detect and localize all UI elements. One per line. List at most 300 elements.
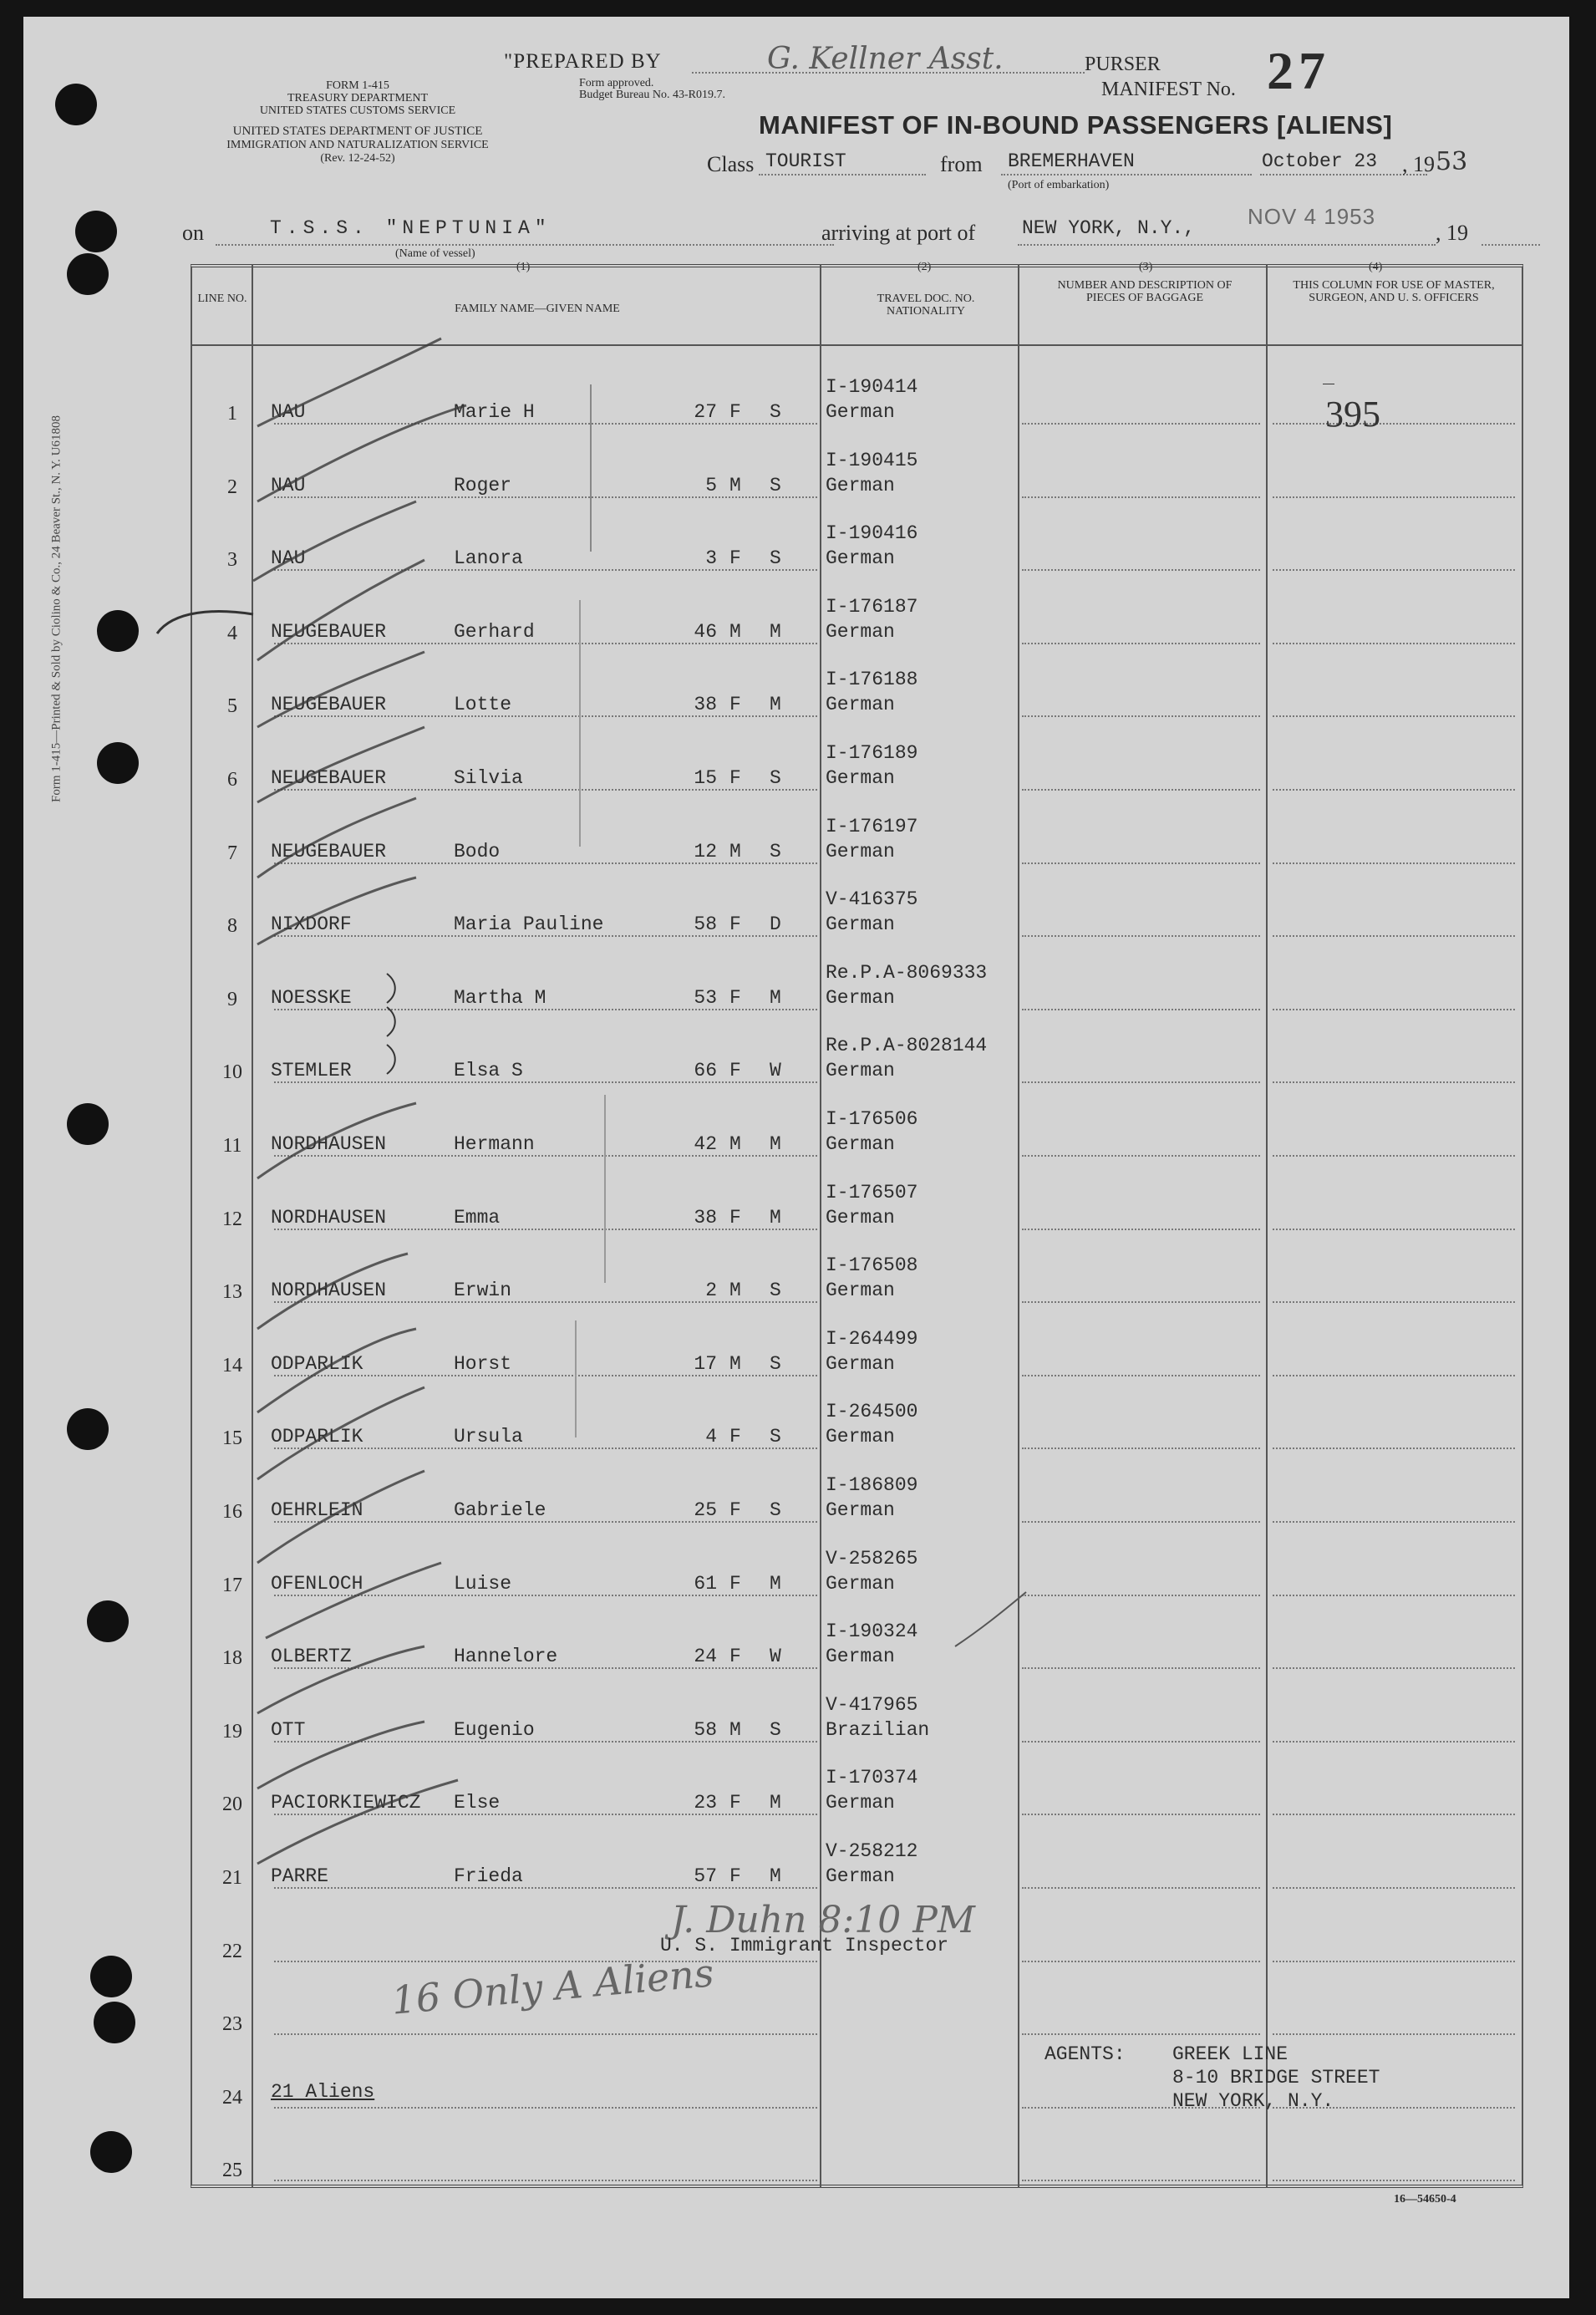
travel-doc-number: Re.P.A-8028144 (826, 1035, 988, 1057)
travel-doc-number: I-176187 (826, 595, 918, 618)
row-baggage-line (1022, 643, 1260, 644)
family-name: OFENLOCH (271, 1572, 363, 1595)
budget-bureau: Budget Bureau No. 43-R019.7. (579, 89, 725, 101)
sex: F (729, 1499, 741, 1521)
given-name: Elsa S (454, 1060, 523, 1082)
sex: F (729, 694, 741, 716)
row-name-line (274, 2180, 817, 2181)
given-name: Erwin (454, 1280, 512, 1302)
column-marker-3: (3) (1139, 261, 1153, 273)
travel-doc-number: I-176507 (826, 1181, 918, 1203)
given-name: Gerhard (454, 620, 535, 643)
sex: M (729, 474, 741, 496)
travel-doc-number: I-264500 (826, 1401, 918, 1423)
sex: F (729, 1426, 741, 1448)
given-name: Eugenio (454, 1718, 535, 1741)
vessel-caption: (Name of vessel) (395, 247, 475, 260)
row-officer-line (1273, 1081, 1515, 1083)
family-name: OEHRLEIN (271, 1499, 363, 1521)
row-name-line (274, 2033, 817, 2035)
punch-hole (97, 742, 139, 784)
footer-code: 16—54650-4 (1394, 2193, 1456, 2206)
row-baggage-line (1022, 1814, 1260, 1815)
row-name-line (274, 1961, 817, 1962)
agents-label: AGENTS: (1045, 2043, 1126, 2065)
agent-line-3: NEW YORK, N.Y. (1172, 2090, 1334, 2112)
line-number: 24 (222, 2086, 242, 2109)
row-baggage-line (1022, 1155, 1260, 1157)
handwritten-check-marks (191, 334, 525, 1889)
doc-check-mark (951, 1588, 1034, 1655)
travel-doc-number: I-190416 (826, 522, 918, 545)
travel-doc-number: Re.P.A-8069333 (826, 961, 988, 984)
marital-status: M (770, 694, 781, 716)
row-baggage-line (1022, 1741, 1260, 1743)
marital-status: S (770, 474, 781, 496)
age: 17 (694, 1352, 717, 1375)
column-marker-1: (1) (516, 261, 531, 273)
line-number: 15 (222, 1427, 242, 1450)
age: 2 (705, 1280, 717, 1302)
row-baggage-line (1022, 569, 1260, 571)
family-name: PACIORKIEWICZ (271, 1792, 421, 1814)
travel-doc-number: I-176189 (826, 742, 918, 764)
family-name: OLBERTZ (271, 1646, 352, 1668)
marital-status: S (770, 1499, 781, 1521)
on-label: on (182, 221, 204, 245)
nationality: German (826, 1280, 895, 1302)
age: 38 (694, 694, 717, 716)
line-number: 2 (227, 476, 237, 498)
sex: F (729, 986, 741, 1009)
age: 42 (694, 1133, 717, 1155)
row-officer-line (1273, 1521, 1515, 1523)
line-number: 17 (222, 1574, 242, 1596)
nationality: German (826, 1865, 895, 1887)
nationality: German (826, 547, 895, 570)
row-officer-line (1273, 1667, 1515, 1669)
row-officer-line (1273, 1229, 1515, 1230)
marital-status: S (770, 767, 781, 789)
sex: F (729, 401, 741, 423)
row-baggage-line (1022, 935, 1260, 937)
prepared-by-signature: G. Kellner Asst. (767, 42, 1004, 76)
sex: F (729, 767, 741, 789)
family-name: NAU (271, 547, 306, 570)
travel-doc-number: I-176506 (826, 1108, 918, 1130)
row-baggage-line (1022, 1081, 1260, 1083)
from-label: from (940, 152, 983, 176)
given-name: Frieda (454, 1865, 523, 1887)
prepared-by-label: "PREPARED BY (504, 50, 662, 73)
family-name: NIXDORF (271, 913, 352, 936)
family-name: NEUGEBAUER (271, 694, 387, 716)
class-value: TOURIST (765, 150, 846, 172)
nationality: German (826, 913, 895, 936)
travel-doc-number: V-416375 (826, 888, 918, 911)
travel-doc-number: I-170374 (826, 1767, 918, 1789)
group-bracket-mark (575, 1320, 577, 1437)
row-baggage-line (1022, 2033, 1260, 2035)
row-officer-line (1273, 789, 1515, 791)
departure-date: October 23 (1262, 150, 1378, 172)
marital-status: S (770, 1718, 781, 1741)
age: 25 (694, 1499, 717, 1521)
age: 27 (694, 401, 717, 423)
nationality: German (826, 1206, 895, 1229)
row-baggage-line (1022, 789, 1260, 791)
inspector-label: U. S. Immigrant Inspector (660, 1935, 949, 1956)
department-of-justice: UNITED STATES DEPARTMENT OF JUSTICE (232, 125, 483, 138)
sex: M (729, 620, 741, 643)
family-name: STEMLER (271, 1060, 352, 1082)
given-name: Hannelore (454, 1646, 558, 1668)
line-number: 20 (222, 1793, 242, 1816)
row-officer-line (1273, 2180, 1515, 2181)
officer-count: 395 (1325, 394, 1380, 435)
line-number: 21 (222, 1867, 242, 1889)
age: 58 (694, 913, 717, 936)
marital-status: M (770, 1572, 781, 1595)
line-number: 8 (227, 915, 237, 938)
travel-doc-number: I-186809 (826, 1474, 918, 1496)
row-baggage-line (1022, 1595, 1260, 1596)
punch-hole (67, 1103, 109, 1145)
marital-status: W (770, 1646, 781, 1668)
sex: M (729, 1280, 741, 1302)
row-officer-line (1273, 569, 1515, 571)
punch-hole (97, 610, 139, 652)
sex: F (729, 1206, 741, 1229)
column-marker-2: (2) (917, 261, 932, 273)
year-prefix: , 19 (1402, 152, 1435, 176)
travel-doc-number: V-258212 (826, 1840, 918, 1862)
family-name: NEUGEBAUER (271, 840, 387, 862)
nationality: German (826, 1792, 895, 1814)
family-name: NORDHAUSEN (271, 1206, 387, 1229)
row-baggage-line (1022, 862, 1260, 864)
arrival-date-stamp: NOV 4 1953 (1248, 204, 1376, 229)
travel-doc-number: I-190415 (826, 449, 918, 471)
year-suffix: , 19 (1436, 221, 1468, 245)
sex: F (729, 547, 741, 570)
header-line-no: LINE NO. (197, 293, 247, 305)
given-name: Martha M (454, 986, 546, 1009)
nationality: German (826, 474, 895, 496)
marital-status: M (770, 1865, 781, 1887)
travel-doc-number: I-176508 (826, 1254, 918, 1277)
marital-status: D (770, 913, 781, 936)
given-name: Lanora (454, 547, 523, 570)
sex: M (729, 1718, 741, 1741)
nationality: German (826, 1572, 895, 1595)
group-bracket-mark (590, 384, 592, 552)
line-number: 13 (222, 1281, 242, 1304)
marital-status: M (770, 986, 781, 1009)
age: 38 (694, 1206, 717, 1229)
form-number: FORM 1-415 (326, 79, 389, 92)
manifest-title: MANIFEST OF IN-BOUND PASSENGERS [ALIENS] (759, 110, 1393, 140)
age: 46 (694, 620, 717, 643)
line-number: 3 (227, 549, 237, 572)
punch-hole (90, 2131, 132, 2173)
travel-doc-number: I-190414 (826, 376, 918, 398)
row-officer-line (1273, 1155, 1515, 1157)
row-officer-line (1273, 1961, 1515, 1962)
family-name: NORDHAUSEN (271, 1280, 387, 1302)
sex: F (729, 1865, 741, 1887)
age: 57 (694, 1865, 717, 1887)
row-baggage-line (1022, 496, 1260, 498)
line-number: 14 (222, 1354, 242, 1376)
year-suffix-line (1482, 244, 1540, 246)
marital-status: M (770, 1133, 781, 1155)
given-name: Luise (454, 1572, 512, 1595)
age: 61 (694, 1572, 717, 1595)
row-officer-line (1273, 643, 1515, 644)
marital-status: M (770, 620, 781, 643)
column-marker-4: (4) (1369, 261, 1383, 273)
handwritten-count-note: 16 Only A Aliens (389, 1950, 716, 2023)
travel-doc-number: I-176197 (826, 815, 918, 837)
line-number: 12 (222, 1208, 242, 1230)
manifest-no-label: MANIFEST No. (1101, 79, 1236, 100)
family-name: NEUGEBAUER (271, 767, 387, 789)
nationality: German (826, 1060, 895, 1082)
arrival-line (1018, 244, 1436, 246)
row-baggage-line (1022, 1301, 1260, 1303)
row-officer-line (1273, 935, 1515, 937)
age: 3 (705, 547, 717, 570)
given-name: Emma (454, 1206, 501, 1229)
age: 53 (694, 986, 717, 1009)
line-number: 6 (227, 769, 237, 791)
given-name: Bodo (454, 840, 501, 862)
margin-arrow-mark (149, 602, 257, 635)
sex: F (729, 1572, 741, 1595)
immigration-service: IMMIGRATION AND NATURALIZATION SERVICE (226, 139, 489, 151)
inspector-signature: J. Duhn 8:10 PM (671, 1899, 975, 1941)
row-baggage-line (1022, 423, 1260, 425)
nationality: German (826, 767, 895, 789)
divider-baggage (1266, 264, 1268, 2188)
nationality: German (826, 1499, 895, 1521)
travel-doc-number: V-258265 (826, 1547, 918, 1570)
line-number: 18 (222, 1647, 242, 1670)
purser-label: PURSER (1085, 53, 1161, 75)
family-name: ODPARLIK (271, 1352, 363, 1375)
row-baggage-line (1022, 1229, 1260, 1230)
row-baggage-line (1022, 1009, 1260, 1010)
row-officer-line (1273, 1301, 1515, 1303)
form-approved: Form approved. (579, 77, 654, 89)
marital-status: S (770, 401, 781, 423)
travel-doc-number: I-190324 (826, 1620, 918, 1643)
agent-line-2: 8-10 BRIDGE STREET (1172, 2067, 1380, 2089)
total-aliens: 21 Aliens (271, 2081, 375, 2103)
family-name: NOESSKE (271, 986, 352, 1009)
family-name: ODPARLIK (271, 1426, 363, 1448)
header-baggage: NUMBER AND DESCRIPTION OF PIECES OF BAGGAGE (1057, 279, 1233, 304)
punch-hole (87, 1600, 129, 1642)
row-officer-line (1273, 1814, 1515, 1815)
row-officer-line (1273, 496, 1515, 498)
age: 23 (694, 1792, 717, 1814)
agent-line-1: GREEK LINE (1172, 2043, 1288, 2065)
age: 15 (694, 767, 717, 789)
marital-status: S (770, 840, 781, 862)
given-name: Horst (454, 1352, 512, 1375)
vessel-line (216, 244, 834, 246)
from-line (1001, 174, 1252, 176)
punch-hole (94, 2002, 135, 2043)
family-name: NAU (271, 401, 306, 423)
nationality: German (826, 1352, 895, 1375)
row-officer-line (1273, 862, 1515, 864)
printer-side-text: Form 1-415—Printed & Sold by Ciolino & Co., 24 Beaver St., N. Y. U61808 (49, 415, 64, 802)
header-travel-doc: TRAVEL DOC. NO. NATIONALITY (877, 293, 975, 318)
age: 5 (705, 474, 717, 496)
travel-doc-number: I-176188 (826, 669, 918, 691)
from-value: BREMERHAVEN (1008, 150, 1135, 172)
row-baggage-line (1022, 1521, 1260, 1523)
header-name: FAMILY NAME—GIVEN NAME (455, 303, 620, 315)
family-name: NORDHAUSEN (271, 1133, 387, 1155)
treasury-department: TREASURY DEPARTMENT (287, 92, 429, 104)
nationality: German (826, 401, 895, 423)
given-name: Else (454, 1792, 501, 1814)
revision-date: (Rev. 12-24-52) (320, 152, 395, 165)
group-bracket-mark (604, 1095, 606, 1283)
given-name: Gabriele (454, 1499, 546, 1521)
row-officer-line (1273, 1009, 1515, 1010)
marital-status: S (770, 547, 781, 570)
sex: M (729, 1133, 741, 1155)
line-number: 16 (222, 1501, 242, 1523)
bracket-noesske-stemler (383, 969, 408, 1095)
row-officer-line (1273, 1741, 1515, 1743)
row-officer-line (1273, 423, 1515, 425)
marital-status: M (770, 1206, 781, 1229)
row-officer-line (1273, 1375, 1515, 1376)
given-name: Lotte (454, 694, 512, 716)
line-number: 10 (222, 1061, 242, 1084)
age: 66 (694, 1060, 717, 1082)
family-name: PARRE (271, 1865, 329, 1887)
line-number: 4 (227, 622, 237, 644)
sex: F (729, 1060, 741, 1082)
nationality: Brazilian (826, 1718, 930, 1741)
row-officer-line (1273, 1595, 1515, 1596)
line-number: 22 (222, 1940, 242, 1962)
line-number: 7 (227, 842, 237, 864)
line-number: 19 (222, 1720, 242, 1743)
divider-doc (1018, 264, 1019, 2188)
sex: M (729, 840, 741, 862)
row-baggage-line (1022, 1448, 1260, 1449)
nationality: German (826, 1646, 895, 1668)
age: 4 (705, 1426, 717, 1448)
family-name: NEUGEBAUER (271, 620, 387, 643)
punch-hole (75, 211, 117, 252)
nationality: German (826, 694, 895, 716)
nationality: German (826, 620, 895, 643)
line-number: 9 (227, 988, 237, 1010)
group-bracket-mark (579, 600, 581, 847)
age: 58 (694, 1718, 717, 1741)
marital-status: M (770, 1792, 781, 1814)
row-baggage-line (1022, 1887, 1260, 1889)
line-number: 11 (222, 1135, 242, 1157)
row-baggage-line (1022, 1375, 1260, 1376)
travel-doc-number: V-417965 (826, 1693, 918, 1716)
given-name: Marie H (454, 401, 535, 423)
marital-status: S (770, 1280, 781, 1302)
row-officer-line (1273, 1448, 1515, 1449)
age: 24 (694, 1646, 717, 1668)
given-name: Hermann (454, 1133, 535, 1155)
arrival-port: NEW YORK, N.Y., (1022, 217, 1196, 239)
nationality: German (826, 1426, 895, 1448)
line-number: 25 (222, 2160, 242, 2182)
travel-doc-number: I-264499 (826, 1327, 918, 1350)
marital-status: S (770, 1352, 781, 1375)
row-baggage-line (1022, 2180, 1260, 2181)
officer-dash: — (1323, 376, 1334, 389)
punch-hole (90, 1956, 132, 1997)
sex: F (729, 1646, 741, 1668)
nationality: German (826, 986, 895, 1009)
punch-hole (67, 1408, 109, 1450)
row-baggage-line (1022, 1961, 1260, 1962)
row-officer-line (1273, 1887, 1515, 1889)
given-name: Silvia (454, 767, 523, 789)
class-line (759, 174, 926, 176)
port-embarkation-caption: (Port of embarkation) (1008, 179, 1110, 191)
punch-hole (55, 84, 97, 125)
family-name: OTT (271, 1718, 306, 1741)
punch-hole (67, 253, 109, 295)
given-name: Roger (454, 474, 512, 496)
given-name: Ursula (454, 1426, 523, 1448)
row-baggage-line (1022, 1667, 1260, 1669)
sex: M (729, 1352, 741, 1375)
marital-status: W (770, 1060, 781, 1082)
vessel-name: T.S.S. "NEPTUNIA" (270, 217, 551, 239)
customs-service: UNITED STATES CUSTOMS SERVICE (259, 104, 456, 117)
manifest-number: 27 (1267, 41, 1330, 100)
sex: F (729, 1792, 741, 1814)
departure-year: 53 (1436, 147, 1468, 176)
class-label: Class (707, 152, 755, 176)
line-number: 5 (227, 695, 237, 718)
arriving-label: arriving at port of (821, 221, 976, 245)
sex: F (729, 913, 741, 936)
nationality: German (826, 1133, 895, 1155)
row-name-line (274, 2107, 817, 2109)
row-officer-line (1273, 715, 1515, 717)
row-officer-line (1273, 2033, 1515, 2035)
given-name: Maria Pauline (454, 913, 604, 936)
family-name: NAU (271, 474, 306, 496)
header-officers: THIS COLUMN FOR USE OF MASTER, SURGEON, AND U. S. OFFICERS (1293, 279, 1495, 304)
line-number: 1 (227, 403, 237, 425)
row-baggage-line (1022, 715, 1260, 717)
nationality: German (826, 840, 895, 862)
age: 12 (694, 840, 717, 862)
manifest-page (23, 17, 1569, 2298)
marital-status: S (770, 1426, 781, 1448)
